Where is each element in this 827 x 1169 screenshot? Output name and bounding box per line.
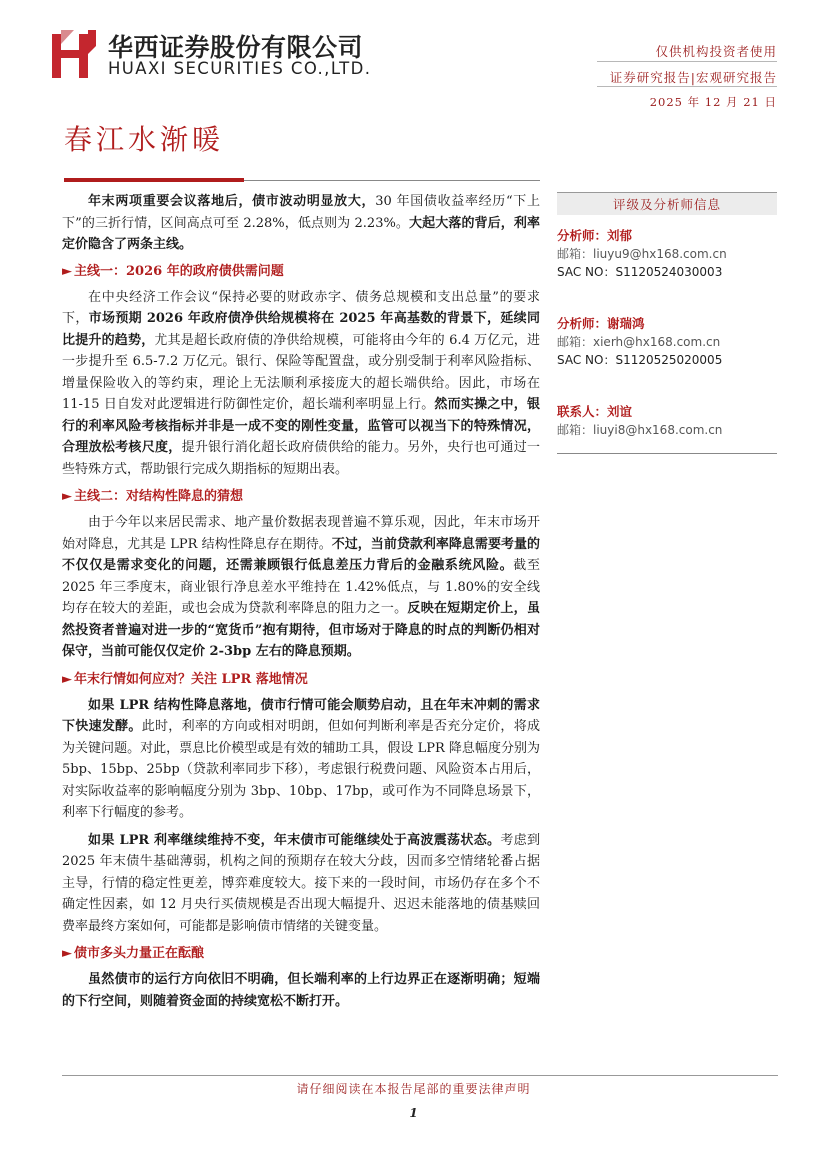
company-name-en: HUAXI SECURITIES CO.,LTD. (108, 59, 372, 78)
footer-rule (62, 1075, 778, 1076)
triangle-right-icon: ► (62, 263, 72, 279)
huaxi-logo-icon (52, 30, 96, 78)
title-rule (244, 180, 540, 181)
main-content (62, 191, 540, 1018)
audience-note: 仅供机构投资者使用 (655, 44, 777, 59)
sidebar-rule (557, 453, 777, 454)
contact-card: 联系人：刘谊 邮箱：liuyi8@hx168.com.cn (557, 403, 777, 439)
report-date: 2025 年 12 月 21 日 (649, 95, 777, 109)
body-paragraph: 在中央经济工作会议“保持必要的财政赤字、债务总规模和支出总量”的要求下，市场预期 2026 年政府债净供给规模将在 2025 年高基数的背景下，延续同比提升的趋势，尤其是超长政府债的净供给规模，可能将由今年的 6.4 万亿元，进一步提升至 6.5-7.2 万亿元。银行、保险等配置盘，或分别受制于利率风险指标、增量保险收入的等约束，理论上无法顺利承接庞大的超长端供给。因此，市场在 11-15 日自发对此逻辑进行防御性定价，超长端利率明显上行。然而实操之中，银行的利率风险考核指标并非是一成不变的刚性变量，监管可以视当下的特殊情况，合理放松考核尺度，提升银行消化超长政府债供给的能力。另外，央行也可通过一些特殊方式，帮助银行完成久期指标的短期出表。 (62, 289, 540, 477)
report-title: 春江水渐暖 (64, 123, 225, 156)
body-paragraph: 由于今年以来居民需求、地产量价数据表现普遍不算乐观，因此，年末市场开始对降息，尤其是 LPR 结构性降息存在期待。不过，当前贷款利率降息需要考量的不仅仅是需求变化的问题，还需兼顾银行低息差压力背后的金融系统风险。截至 2025 年三季度末，商业银行净息差水平维持在 1.42%低点，与 1.80%的安全线均存在较大的差距，或也会成为贷款利率降息的阻力之一。反映在短期定价上，虽然投资者普遍对进一步的“宽货币”抱有期待，但市场对于降息的时点的判断仍相对保守，当前可能仅仅定价 2-3bp 左右的降息预期。 (62, 515, 540, 659)
header-divider (597, 61, 777, 62)
body-paragraph: 如果 LPR 结构性降息落地，债市行情可能会顺势启动，且在年末冲刺的需求下快速发酵。此时，利率的方向或相对明朗，但如何判断利率是否充分定价，将成为关键问题。对此，票息比价模型或是有效的辅助工具，假设 LPR 降息幅度分别为 5bp、15bp、25bp（贷款利率同步下移），考虑银行税费问题、风险资本占用后，对实际收益率的影响幅度分别为 3bp、10bp、17bp，或可作为不同降息场景下，利率下行幅度的参考。 (62, 697, 540, 820)
triangle-right-icon: ► (62, 946, 72, 961)
analyst-card: 分析师：刘郁 邮箱：liuyu9@hx168.com.cn SAC NO：S1120524030003 (557, 227, 777, 281)
analyst-card: 分析师：谢瑞鸿 邮箱：xierh@hx168.com.cn SAC NO：S1120525020005 (557, 315, 777, 369)
company-name-cn: 华西证券股份有限公司 (108, 33, 364, 62)
section-heading: ► 主线一：2026 年的政府债供需问题 (62, 263, 284, 279)
triangle-right-icon: ► (62, 489, 72, 504)
contact-email[interactable]: 邮箱：liuyi8@hx168.com.cn (557, 423, 723, 437)
lead-paragraph: 年末两项重要会议落地后，债市波动明显放大，30 年国债收益率经历“下上下”的三折行情，区间高点可至 2.28%，低点则为 2.23%。大起大落的背后，利率定价隐含了两条主线。 (62, 194, 540, 252)
page-number: 1 (409, 1106, 418, 1120)
analyst-email[interactable]: 邮箱：xierh@hx168.com.cn (557, 335, 721, 349)
legal-notice: 请仔细阅读在本报告尾部的重要法律声明 (296, 1082, 531, 1096)
analyst-sidebar (557, 192, 777, 454)
body-paragraph: 虽然债市的运行方向依旧不明确，但长端利率的上行边界正在逐渐明确；短端的下行空间，则随着资金面的持续宽松不断打开。 (62, 972, 540, 1009)
section-heading: ► 年末行情如何应对？关注 LPR 落地情况 (62, 671, 308, 687)
section-heading: ► 主线二：对结构性降息的猜想 (62, 489, 244, 504)
sidebar-heading: 评级及分析师信息 (557, 192, 777, 215)
section-heading: ► 债市多头力量正在酝酿 (62, 946, 205, 961)
body-paragraph: 如果 LPR 利率继续维持不变，年末债市可能继续处于高波震荡状态。考虑到 2025 年末债牛基础薄弱，机构之间的预期存在较大分歧，因而多空情绪轮番占据主导，行情的稳定性更差，博弈难度较大。接下来的一段时间，市场仍存在多个不确定性因素，如 12 月央行买债规模是否出现大幅提升、迟迟未能落地的债基赎回费率最终方案如何，可能都是影响债市情绪的关键变量。 (62, 832, 540, 934)
triangle-right-icon: ► (62, 671, 72, 687)
title-underline (64, 178, 244, 182)
analyst-email[interactable]: 邮箱：liuyu9@hx168.com.cn (557, 247, 727, 261)
header-divider (597, 86, 777, 87)
report-type: 证券研究报告|宏观研究报告 (609, 70, 777, 85)
